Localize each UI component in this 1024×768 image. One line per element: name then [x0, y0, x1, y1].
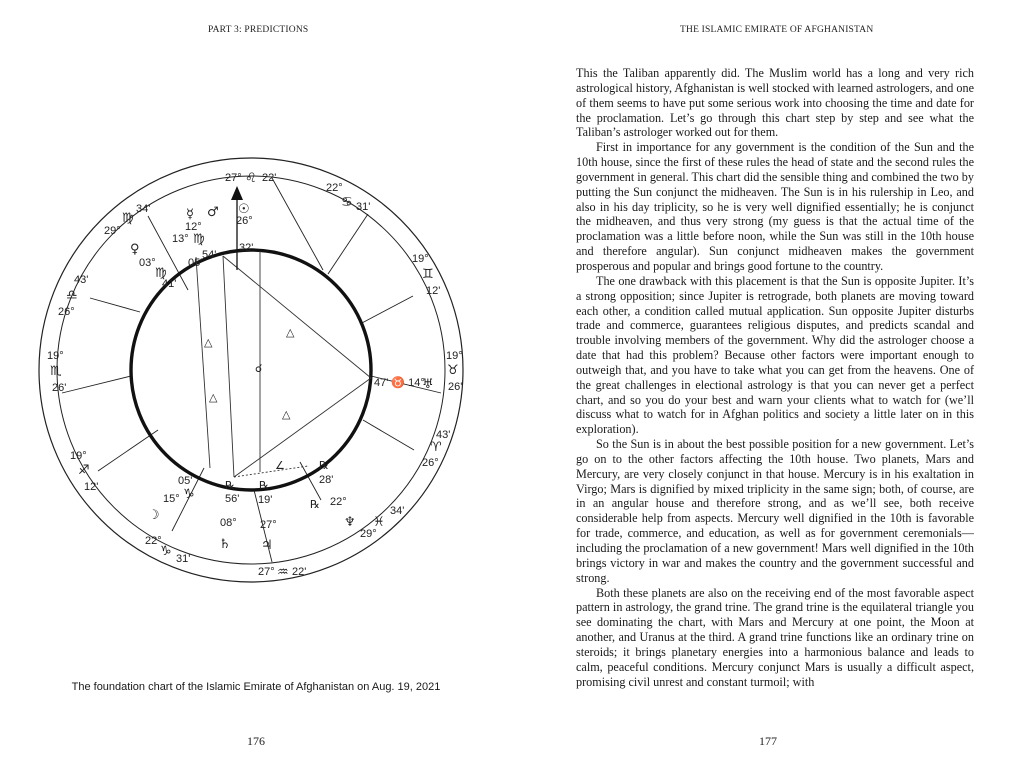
taurus-sign-icon: ♉ — [447, 363, 459, 378]
sun-minutes: 32' — [239, 242, 254, 254]
saturn-retro: ℞ — [225, 480, 235, 492]
cusp-6-min: 12' — [84, 481, 99, 493]
mars-minutes: 54' — [202, 249, 217, 261]
cusp-9-deg: 34' — [136, 203, 151, 215]
saturn-icon: ♄ — [219, 537, 231, 552]
cusp-7-min: 26' — [52, 382, 67, 394]
running-head-left: PART 3: PREDICTIONS — [208, 25, 309, 35]
neptune-icon: ♆ — [344, 515, 356, 530]
moon-minutes: 05' — [178, 475, 193, 487]
page-number-right: 177 — [759, 734, 777, 748]
mercury-virgo-icon: ♍ — [193, 232, 205, 247]
cusp-7-deg: 19° — [47, 350, 64, 362]
chart-svg — [38, 150, 478, 590]
conjunction-mark: ☌ — [255, 363, 263, 375]
cusp-3-deg: 34' — [390, 505, 405, 517]
uranus-position: 47' ♉ 14° — [374, 377, 425, 389]
trine-mark-4: △ — [282, 409, 291, 421]
paragraph-1: This the Taliban apparently did. The Muslim world has a long and very rich astrological history, Afghanistan is well stocked with learned astrologers, and one of them seems to have put some serious work into choosing the time and date for the proclamation. Let’s go through this chart step by step and see what the Taliban’s astrologer worked out for them. — [576, 66, 974, 140]
paragraph-5: Both these planets are also on the receiving end of the most favorable aspect pattern in astrology, the grand trine. The grand trine is the equilateral triangle you see dominating the chart, with Mars and Mercury at one point, the Moon at another, and Uranus at the third. A grand trine functions like an ordinary trine on steroids; it brings planetary energies into a harmonious balance and leads to calm, peaceful conditions. Mercury conjunct Mars is usually a difficult aspect, promising civil unrest and constant turmoil; with — [576, 585, 974, 689]
mercury-icon: ☿ — [186, 207, 194, 222]
moon-icon: ☽ — [148, 508, 160, 523]
cusp-11-min: 31' — [356, 201, 371, 213]
moon-capricorn-icon: ♑ — [183, 487, 195, 502]
paragraph-4: So the Sun is in about the best possible position for a new government. Let’s go on to the other factors affecting the 10th house. Two planets, Mars and Mercury, are very closely conjunct in that house. Mercury is in his exaltation in Virgo; Mars is dignified by mixed triplicity in the same sign; both, of course, are in an angular house and therefore strong, and as we’ll see, both receive considerable help from aspects. Mercury well dignified in the 10th is favorable for trade, commerce, and education, as well as for government ceremonials—including the proclamation of a new government! Mars well dignified in the 10th brings victory in war and makes the country and the government successful and strong. — [576, 437, 974, 585]
cusp-4-deg: 27° — [258, 566, 275, 578]
cusp-12-deg: 19° — [412, 253, 429, 265]
paragraph-3: The one drawback with this placement is that the Sun is opposite Jupiter. It’s a strong opposition; since Jupiter is retrograde, both planets are moving toward each other, a condition called mutual application. Sun opposite Jupiter disturbs trade and commerce, guarantees religious disputes, and predicts scandal and trouble involving members of the government. Why did the astrologer choose a date that had this problem? Because other factors were important enough to outweigh that, and you have to take what you can get from the heavens. One of the great challenges in electional astrology is that you can never get a perfect chart, and so you do your best and warn your clients what to watch for (we’ll discuss what to watch for in Afghan politics and society a little later on in this exploration). — [576, 273, 974, 437]
paragraph-2: First in importance for any government is the condition of the Sun and the 10th house, since the first of these rules the head of state and the second rules the government in general. This chart did the sensible thing and combined the two by putting the Sun conjunct the midheaven. The Sun is in his rulership in Leo, and also in his day triplicity, so he is very well dignified essentially; he is conjunct the midheaven, and thus very strong (my guess is that the actual time of the proclamation was a little before noon, while the Sun was still in the 10th house and therefore angular). Sun conjunct midheaven makes the government prosperous and popular and brings good fortune to the country. — [576, 140, 974, 273]
capricorn-sign-icon: ♑ — [160, 544, 172, 559]
cusp-12-min: 12' — [426, 285, 441, 297]
leo-sign-icon: ♌ — [245, 171, 257, 186]
neptune-retro: ℞ — [319, 460, 329, 472]
venus-icon: ♀ — [130, 242, 140, 257]
mercury-degree: 13° — [172, 233, 189, 245]
cusp-6-deg: 19° — [70, 450, 87, 462]
pisces-sign-icon: ♓ — [373, 515, 385, 530]
cusp-2-min: 26° — [422, 457, 439, 469]
venus-degree: 03° — [139, 257, 156, 269]
jupiter-icon: ♃ — [261, 538, 273, 553]
square-mark: ∠ — [275, 460, 285, 472]
neptune-retro-mark: ℞ — [310, 499, 320, 511]
cusp-10-deg: 27° — [225, 172, 242, 184]
moon-degree: 15° — [163, 493, 180, 505]
aries-sign-icon: ♈ — [430, 440, 442, 455]
libra-sign-icon: ♎ — [66, 288, 78, 303]
cusp-2-deg: 43' — [436, 429, 451, 441]
venus-virgo-icon: ♍ — [155, 266, 167, 281]
trine-mark-3: △ — [209, 392, 218, 404]
cusp-3-min: 29° — [360, 528, 377, 540]
gemini-sign-icon: ♊ — [422, 267, 434, 282]
cusp-11-deg: 22° — [326, 182, 343, 194]
page-number-left: 176 — [247, 734, 265, 748]
cusp-9-min: 29° — [104, 225, 121, 237]
sagittarius-sign-icon: ♐ — [78, 463, 90, 478]
mars-icon: ♂ — [207, 205, 219, 220]
sun-icon: ☉ — [238, 202, 250, 217]
venus-minutes: 41' — [162, 278, 177, 290]
jupiter-retro: ℞ — [259, 480, 269, 492]
saturn-degree: 08° — [220, 517, 237, 529]
mars-degree: 12° — [185, 221, 202, 233]
cusp-1-min: 26' — [448, 381, 463, 393]
venus-minutes-alt: 05' — [188, 257, 203, 269]
cusp-5-min: 31' — [176, 553, 191, 565]
cusp-8-min: 26° — [58, 306, 75, 318]
jupiter-minutes: 19' — [258, 494, 273, 506]
natal-chart-wheel — [38, 150, 478, 590]
virgo-sign-icon: ♍ — [122, 211, 134, 226]
cusp-4-min: 22' — [292, 566, 307, 578]
trine-mark-1: △ — [286, 327, 295, 339]
sun-degree: 26° — [236, 215, 253, 227]
neptune-minutes: 28' — [319, 474, 334, 486]
cusp-5-deg: 22° — [145, 535, 162, 547]
chart-caption: The foundation chart of the Islamic Emirate of Afghanistan on Aug. 19, 2021 — [71, 681, 441, 693]
cusp-10-min: 22' — [262, 172, 277, 184]
cusp-8-deg: 43' — [74, 274, 89, 286]
jupiter-degree: 27° — [260, 519, 277, 531]
saturn-minutes: 56' — [225, 493, 240, 505]
cancer-sign-icon: ♋ — [341, 195, 353, 210]
neptune-degree: 22° — [330, 496, 347, 508]
running-head-right: THE ISLAMIC EMIRATE OF AFGHANISTAN — [680, 25, 874, 35]
right-page — [512, 0, 1024, 768]
aquarius-sign-icon: ♒ — [277, 565, 289, 580]
trine-mark-2: △ — [204, 337, 213, 349]
scorpio-sign-icon: ♏ — [50, 364, 62, 379]
body-text — [576, 66, 974, 689]
cusp-1-deg: 19° — [446, 350, 463, 362]
uranus-icon: ♅ — [422, 377, 434, 392]
